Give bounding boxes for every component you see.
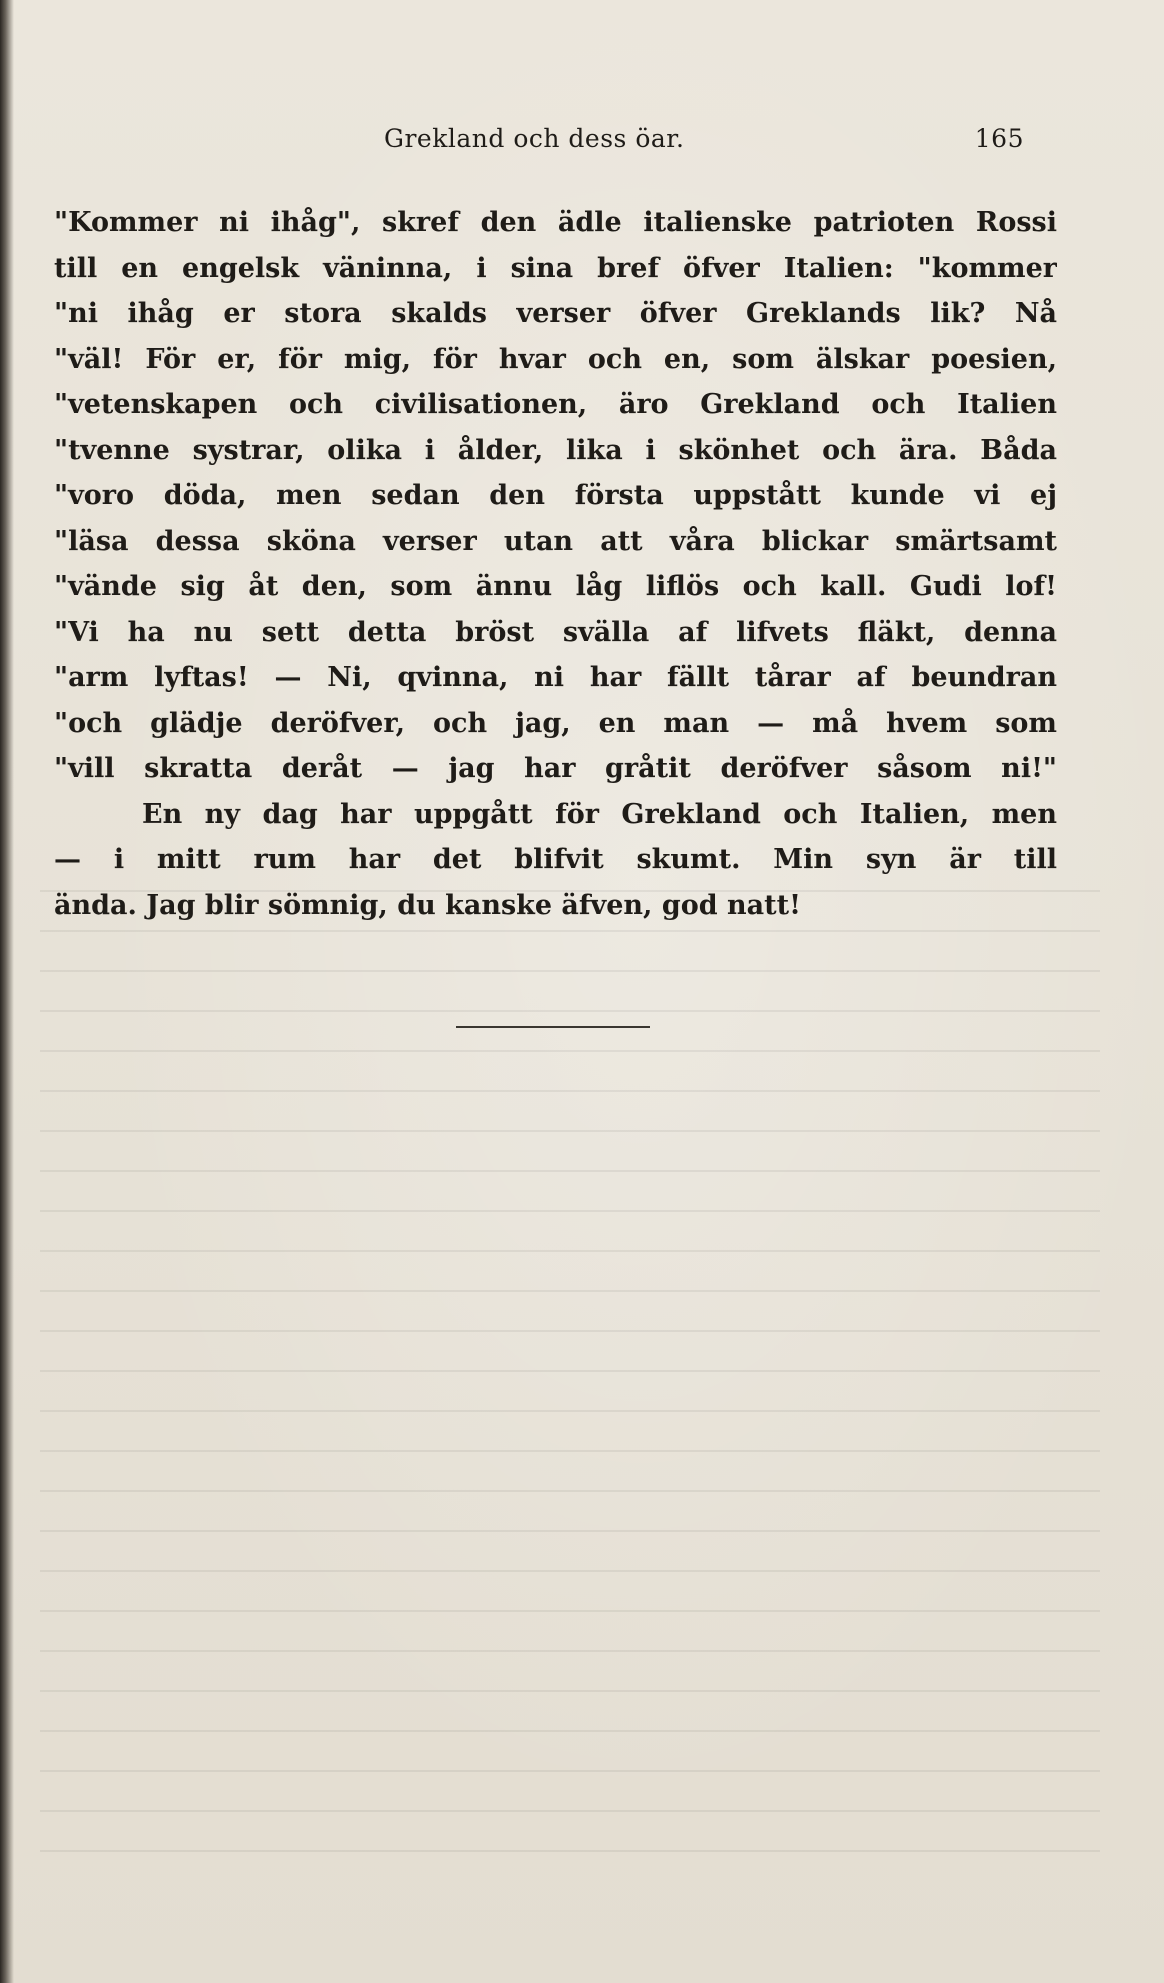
text-line: "vetenskapen och civilisationen, äro Grekland och Italien: [54, 389, 1057, 420]
text-line: En ny dag har uppgått för Grekland och Italien, men: [142, 798, 1057, 830]
text-line: "voro döda, men sedan den första uppstått kunde vi ej: [54, 480, 1057, 511]
running-title: Grekland och dess öar.: [384, 124, 685, 153]
page-number: 165: [974, 124, 1024, 153]
text-line: "tvenne systrar, olika i ålder, lika i skönhet och ära. Båda: [54, 434, 1057, 466]
text-line: ända. Jag blir sömnig, du kanske äfven, god natt!: [54, 889, 801, 921]
text-line: — i mitt rum har det blifvit skumt. Min syn är till: [54, 844, 1057, 875]
text-line: "väl! För er, för mig, för hvar och en, som älskar poesien,: [54, 343, 1057, 375]
body-text: [54, 200, 1057, 928]
text-line: "läsa dessa sköna verser utan att våra blickar smärtsamt: [54, 525, 1057, 557]
text-line: "vände sig åt den, som ännu låg liflös och kall. Gudi lof!: [54, 571, 1057, 602]
text-line: "ni ihåg er stora skalds verser öfver Greklands lik? Nå: [54, 298, 1057, 329]
running-header: [384, 124, 1024, 164]
binding-shadow: [0, 0, 14, 1983]
text-line: "Vi ha nu sett detta bröst svälla af lifvets fläkt, denna: [54, 616, 1057, 648]
text-line: "vill skratta deråt — jag har gråtit deröfver såsom ni!": [54, 753, 1057, 784]
text-line: "Kommer ni ihåg", skref den ädle italienske patrioten Rossi: [54, 207, 1057, 238]
text-line: till en engelsk väninna, i sina bref öfver Italien: "kommer: [54, 252, 1057, 284]
section-divider: [456, 1026, 650, 1028]
text-line: "och glädje deröfver, och jag, en man — må hvem som: [54, 707, 1057, 739]
bleed-through-texture: [40, 890, 1100, 1890]
text-line: "arm lyftas! — Ni, qvinna, ni har fällt tårar af beundran: [54, 662, 1057, 693]
